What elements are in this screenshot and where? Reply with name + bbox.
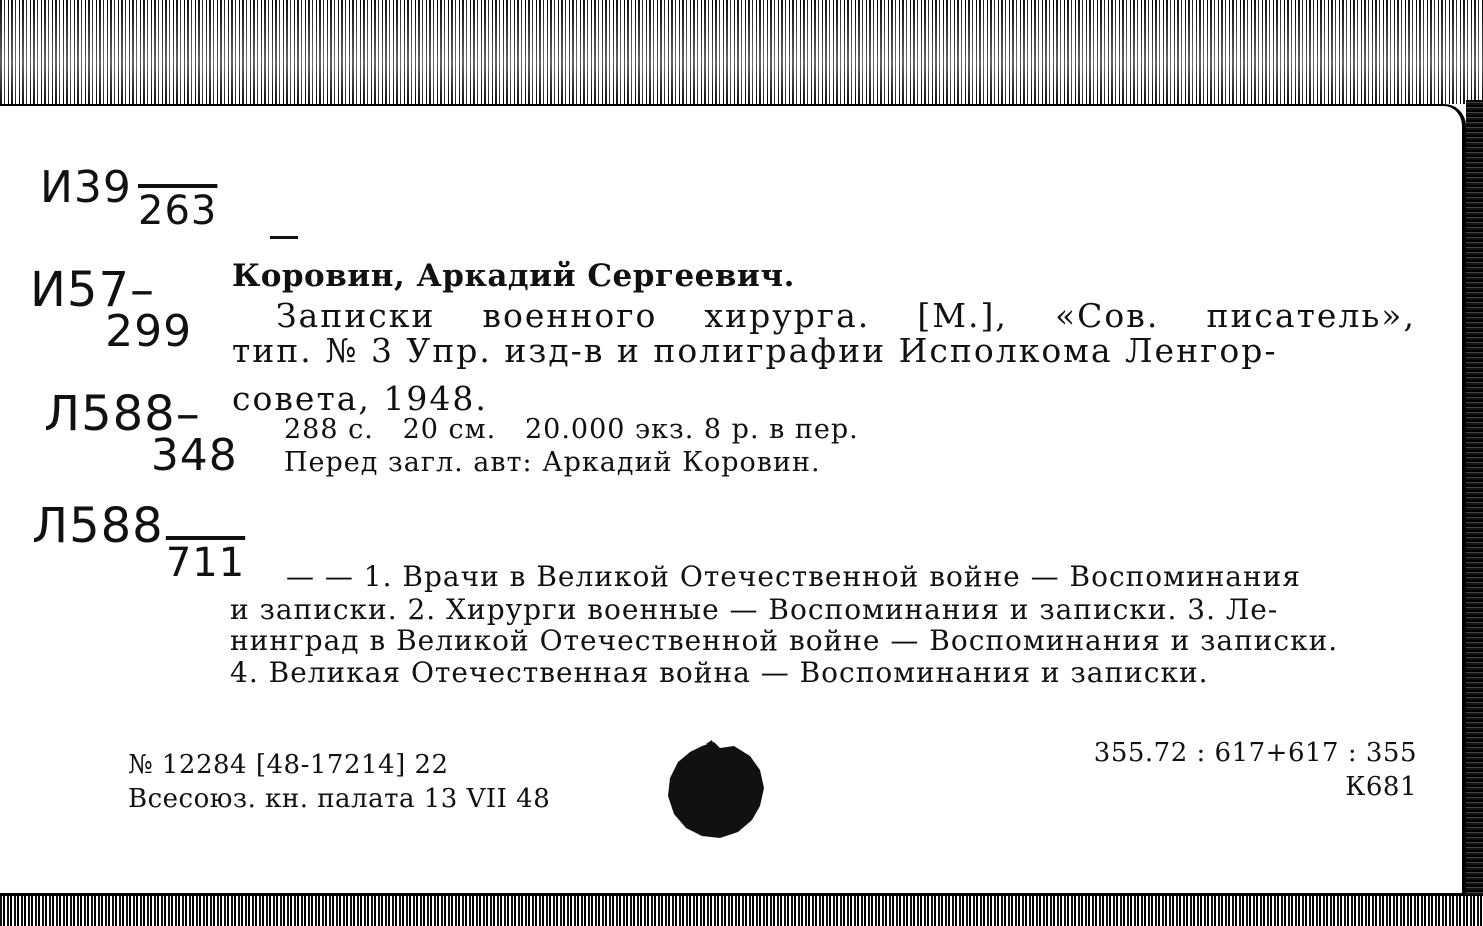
shelf-mark-main: Л588 [32,498,164,554]
shelf-mark-main: Л588– [44,386,201,442]
subjects-line-3: нинград в Великой Отечественной войне — Воспоминания и записки. [230,624,1339,657]
hand-dash [270,236,298,239]
ink-stamp-blot [662,740,772,840]
entry-title-line-1: Записки военного хирурга. [М.], «Сов. писатель», [276,296,1416,335]
entry-title-line-2: тип. № 3 Упр. изд-в и полиграфии Исполкома Ленгор- [232,331,1278,370]
shelf-mark-2 [30,262,248,357]
scanner-edge-top [0,0,1483,104]
entry-note: Перед загл. авт: Аркадий Коровин. [284,447,821,478]
book-chamber: Всесоюз. кн. палата 13 VII 48 [128,784,551,814]
subjects-line-4: 4. Великая Отечественная война — Воспоминания и записки. [230,656,1209,689]
classification-index: 355.72 : 617+617 : 355 [1093,738,1417,768]
shelf-mark-1 [40,162,218,234]
scanner-edge-right [1466,100,1483,900]
author-mark: К681 [1345,772,1417,802]
shelf-mark-sub: 263 [138,188,218,234]
card-number: № 12284 [48-17214] 22 [128,750,449,780]
shelf-mark-main: И57– [30,262,155,318]
shelf-mark-sub: 711 [165,540,246,586]
shelf-mark-sub: 348 [150,430,238,481]
subjects-line-2: и записки. 2. Хирурги военные — Воспоминания и записки. 3. Ле- [230,593,1279,626]
shelf-mark-4 [32,498,249,586]
entry-title-line-3: совета, 1948. [232,379,488,418]
shelf-mark-sub: 299 [105,306,193,357]
entry-physical: 288 с. 20 см. 20.000 экз. 8 р. в пер. [284,414,859,445]
scanner-edge-bottom [0,896,1483,926]
entry-author: Коровин, Аркадий Сергеевич. [232,258,795,294]
subjects-line-1: — — 1. Врачи в Великой Отечественной войне — Воспоминания [286,560,1301,593]
shelf-mark-main: И39 [40,162,132,213]
